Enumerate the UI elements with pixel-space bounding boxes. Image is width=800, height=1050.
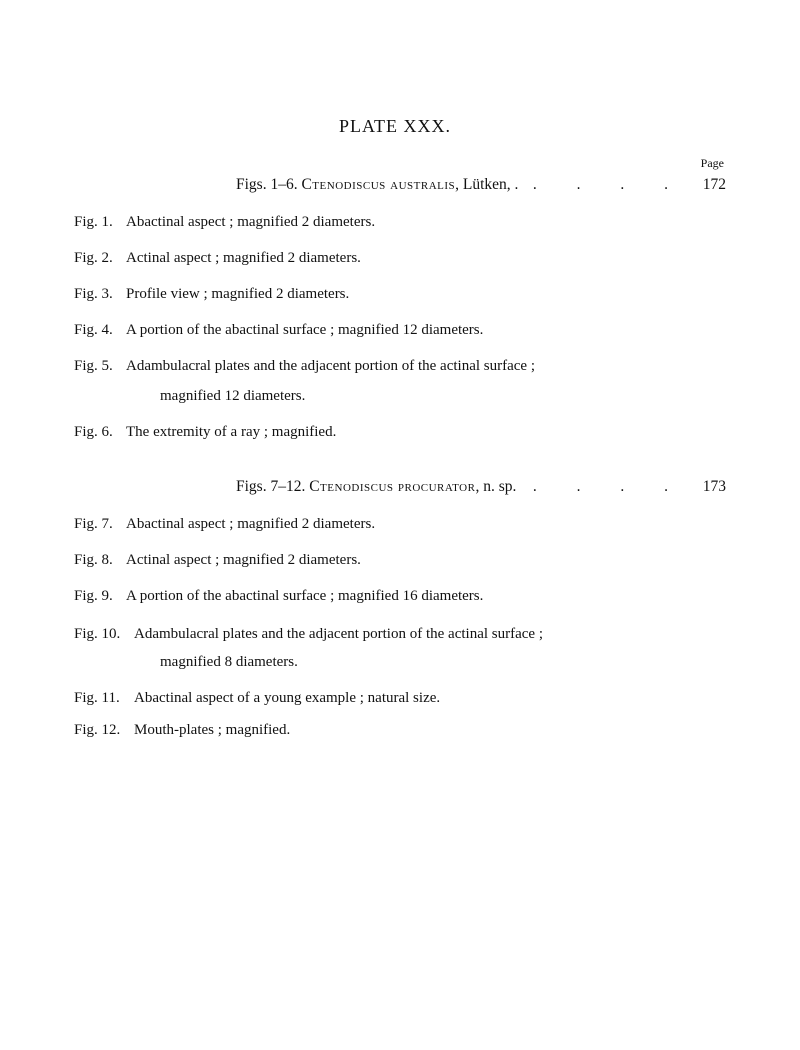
- figure-label: Fig. 1.: [74, 214, 113, 230]
- figure-text: Adambulacral plates and the adjacent portion of the actinal surface ;: [134, 626, 543, 642]
- figs-range: Figs. 1–6.: [236, 176, 298, 193]
- figure-text: Adambulacral plates and the adjacent portion of the actinal surface ;: [126, 358, 535, 374]
- figure-caption-continuation: magnified 12 diameters.: [160, 388, 306, 404]
- species-author: , Lütken, .: [455, 176, 519, 193]
- figure-label: Fig. 2.: [74, 250, 113, 266]
- leader-dots: . . . .: [532, 478, 686, 495]
- figure-text: Mouth-plates ; magnified.: [134, 722, 291, 738]
- figure-label: Fig. 9.: [74, 588, 113, 604]
- figure-text: Profile view ; magnified 2 diameters.: [126, 286, 350, 302]
- page-number: 172: [702, 176, 726, 193]
- figure-caption: [74, 208, 674, 236]
- species-name: Ctenodiscus procurator: [309, 478, 476, 495]
- figure-caption: [74, 510, 674, 538]
- figure-label: Fig. 11.: [74, 690, 120, 706]
- section-heading-procurator: [236, 478, 726, 496]
- figure-caption: [74, 352, 674, 380]
- figure-caption: [74, 684, 674, 712]
- figure-caption: [74, 244, 674, 272]
- figure-text: Actinal aspect ; magnified 2 diameters.: [126, 552, 361, 568]
- figure-label: Fig. 7.: [74, 516, 113, 532]
- figure-caption: [74, 716, 674, 744]
- figure-label: Fig. 12.: [74, 722, 121, 738]
- plate-title: PLATE XXX.: [339, 116, 451, 136]
- species-author: , n. sp.: [475, 478, 517, 495]
- figure-label: Fig. 8.: [74, 552, 113, 568]
- figure-caption-continuation: magnified 8 diameters.: [160, 654, 298, 670]
- leader-dots: . . . .: [532, 176, 686, 193]
- figure-label: Fig. 6.: [74, 424, 113, 440]
- figure-label: Fig. 4.: [74, 322, 113, 338]
- figs-range: Figs. 7–12.: [236, 478, 306, 495]
- figure-caption: [74, 546, 674, 574]
- figure-label: Fig. 5.: [74, 358, 113, 374]
- figure-text: A portion of the abactinal surface ; magnified 16 diameters.: [126, 588, 484, 604]
- page-column-label: Page: [700, 156, 724, 170]
- figure-text: The extremity of a ray ; magnified.: [126, 424, 337, 440]
- page-number: 173: [702, 478, 726, 495]
- figure-text: Actinal aspect ; magnified 2 diameters.: [126, 250, 361, 266]
- figure-label: Fig. 3.: [74, 286, 113, 302]
- figure-caption: [74, 316, 674, 344]
- figure-text: Abactinal aspect ; magnified 2 diameters.: [126, 516, 376, 532]
- figure-label: Fig. 10.: [74, 626, 121, 642]
- figure-caption: [74, 620, 674, 648]
- figure-text: Abactinal aspect ; magnified 2 diameters.: [126, 214, 376, 230]
- section-heading-australis: [236, 176, 726, 194]
- figure-caption: [74, 418, 674, 446]
- figure-text: A portion of the abactinal surface ; magnified 12 diameters.: [126, 322, 484, 338]
- figure-text: Abactinal aspect of a young example ; natural size.: [134, 690, 441, 706]
- figure-caption: [74, 582, 674, 610]
- figure-caption: [74, 280, 674, 308]
- species-name: Ctenodiscus australis: [301, 176, 456, 193]
